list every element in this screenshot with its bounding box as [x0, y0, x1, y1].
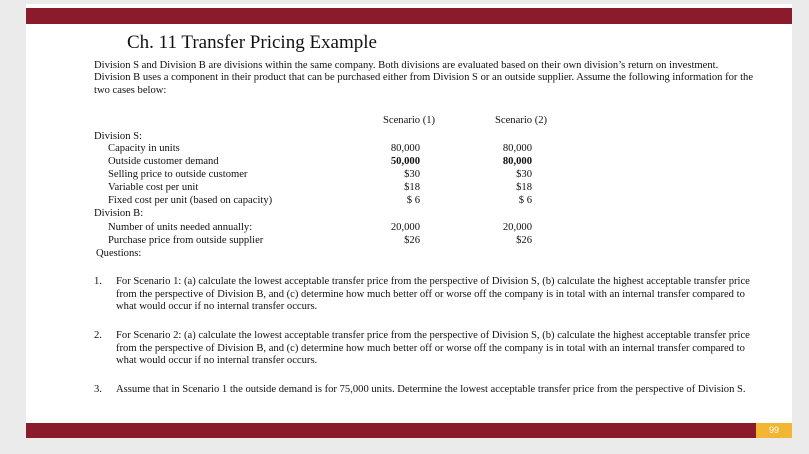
- slide: [26, 4, 792, 438]
- questions-label: Questions:: [96, 248, 142, 259]
- cell-s2: $18: [516, 182, 532, 193]
- question-number: 3.: [94, 384, 102, 395]
- row-label: Number of units needed annually:: [108, 222, 253, 233]
- question-number: 1.: [94, 276, 102, 287]
- cell-s1: $ 6: [406, 195, 420, 206]
- row-label: Purchase price from outside supplier: [108, 235, 264, 246]
- cell-s2: 80,000: [502, 143, 532, 154]
- slide-title: Ch. 11 Transfer Pricing Example: [127, 32, 377, 53]
- question-item: [94, 384, 754, 397]
- bottom-accent-bar: [26, 423, 756, 438]
- cell-s1: 50,000: [390, 156, 420, 167]
- top-accent-bar: [26, 8, 792, 24]
- cell-s1: $30: [404, 169, 420, 180]
- question-text: For Scenario 1: (a) calculate the lowest acceptable transfer price from the perspective of Division S, (b) calculate the highest acceptable transfer price from the perspective of Division B, and (c) determine how much better off or worse off the company is in total with an internal transfer compared to what would occur if no internal transfer occurs.: [116, 276, 750, 313]
- row-label: Capacity in units: [108, 143, 180, 154]
- cell-s1: $26: [404, 235, 420, 246]
- question-text: Assume that in Scenario 1 the outside demand is for 75,000 units. Determine the lowest acceptable transfer price from the perspective of Division S.: [116, 384, 746, 395]
- question-item: [94, 330, 754, 368]
- division-s-label: Division S:: [94, 131, 142, 142]
- header-scenario-2: Scenario (2): [495, 115, 548, 126]
- question-number: 2.: [94, 330, 102, 341]
- row-label: Fixed cost per unit (based on capacity): [108, 195, 273, 206]
- header-scenario-1: Scenario (1): [383, 115, 436, 126]
- intro-paragraph: Division S and Division B are divisions within the same company. Both divisions are evaluated based on their own division’s return on investment. Division B uses a component in their product that can be purchased either from Division S or an outside supplier. Assume the following information for the two cases below:: [94, 60, 754, 96]
- cell-s2: $26: [516, 235, 532, 246]
- cell-s2: 20,000: [502, 222, 532, 233]
- page-number: 99: [756, 423, 792, 438]
- division-b-label: Division B:: [94, 208, 144, 219]
- question-item: [94, 276, 754, 314]
- cell-s2: 80,000: [502, 156, 532, 167]
- cell-s1: 20,000: [390, 222, 420, 233]
- question-text: For Scenario 2: (a) calculate the lowest acceptable transfer price from the perspective of Division S, (b) calculate the highest acceptable transfer price from the perspective of Division B, and (c) determine how much better off or worse off the company is in total with an internal transfer compared to what would occur if no internal transfer occurs.: [116, 330, 750, 367]
- cell-s1: 80,000: [390, 143, 420, 154]
- row-label: Outside customer demand: [108, 156, 219, 167]
- cell-s2: $30: [516, 169, 532, 180]
- cell-s1: $18: [404, 182, 420, 193]
- row-label: Variable cost per unit: [108, 182, 199, 193]
- row-label: Selling price to outside customer: [108, 169, 248, 180]
- cell-s2: $ 6: [518, 195, 532, 206]
